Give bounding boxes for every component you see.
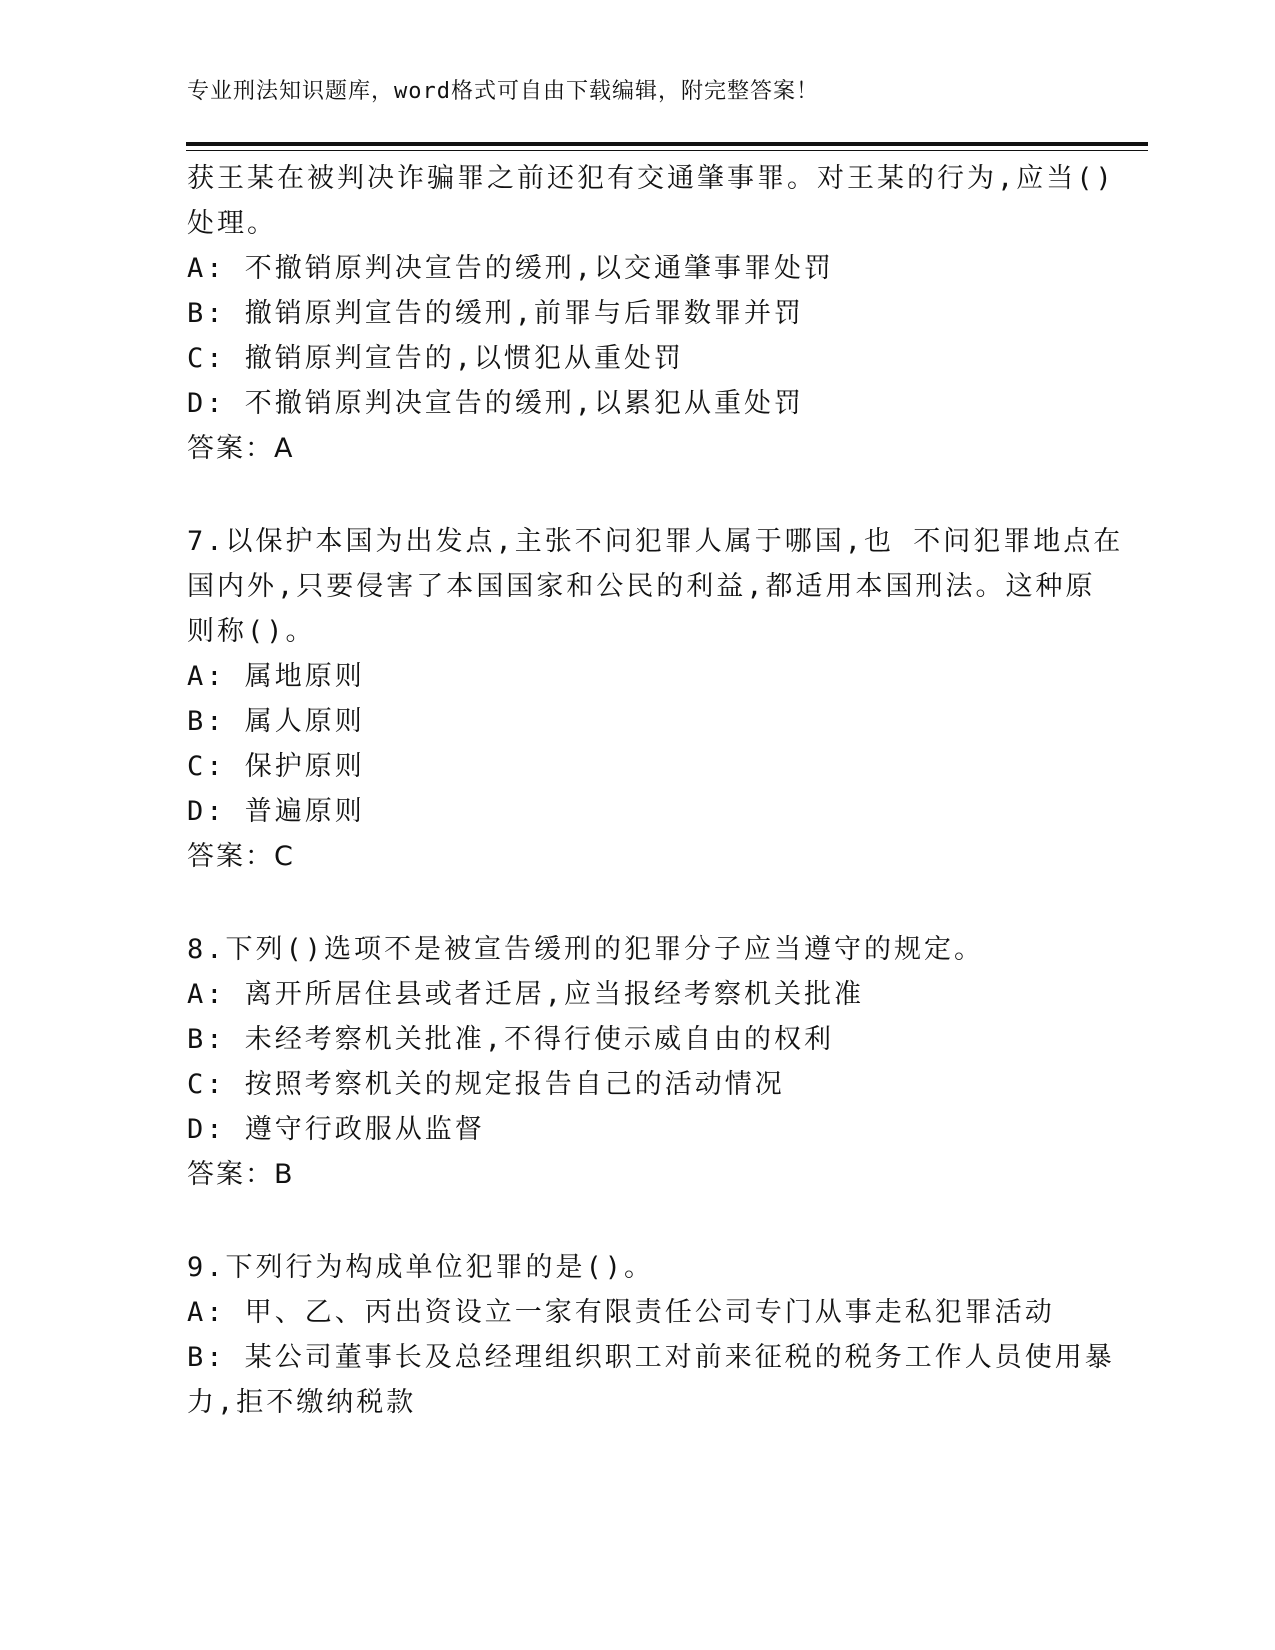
question-stem-line: 8.下列()选项不是被宣告缓刑的犯罪分子应当遵守的规定。 (187, 934, 985, 965)
question-stem-line: 国内外,只要侵害了本国国家和公民的利益,都适用本国刑法。这种原 (187, 571, 1096, 602)
option-a: A: 不撤销原判决宣告的缓刑,以交通肇事罪处罚 (187, 253, 835, 284)
question-8 (187, 927, 1087, 1197)
answer-line: 答案：B (187, 1159, 295, 1190)
question-6-tail (187, 156, 1115, 471)
option-d: D: 遵守行政服从监督 (187, 1114, 485, 1145)
header-rule-thick (186, 142, 1148, 146)
option-a: A: 甲、乙、丙出资设立一家有限责任公司专门从事走私犯罪活动 (187, 1297, 1055, 1328)
option-a: A: 离开所居住县或者迁居,应当报经考察机关批准 (187, 979, 865, 1010)
question-stem-line: 7.以保护本国为出发点,主张不问犯罪人属于哪国,也 不问犯罪地点在 (187, 526, 1124, 557)
option-b: B: 某公司董事长及总经理组织职工对前来征税的税务工作人员使用暴 (187, 1342, 1115, 1373)
header-rule-thin (186, 150, 1148, 151)
question-content (187, 156, 1124, 1425)
question-7 (187, 519, 1124, 879)
question-9 (187, 1245, 1115, 1425)
option-d: D: 普遍原则 (187, 796, 365, 827)
option-b: B: 属人原则 (187, 706, 365, 737)
option-b-continued: 力,拒不缴纳税款 (187, 1387, 417, 1418)
question-stem-line: 获王某在被判决诈骗罪之前还犯有交通肇事罪。对王某的行为,应当() (187, 163, 1115, 194)
option-c: C: 按照考察机关的规定报告自己的活动情况 (187, 1069, 785, 1100)
option-b: B: 未经考察机关批准,不得行使示威自由的权利 (187, 1024, 835, 1055)
option-c: C: 保护原则 (187, 751, 365, 782)
page-header-note: 专业刑法知识题库，word格式可自由下载编辑，附完整答案！ (187, 79, 819, 104)
option-a: A: 属地原则 (187, 661, 365, 692)
option-d: D: 不撤销原判决宣告的缓刑,以累犯从重处罚 (187, 388, 805, 419)
question-stem-line: 则称()。 (187, 616, 316, 647)
answer-line: 答案：C (187, 841, 295, 872)
option-b: B: 撤销原判宣告的缓刑,前罪与后罪数罪并罚 (187, 298, 805, 329)
question-stem-line: 9.下列行为构成单位犯罪的是()。 (187, 1252, 655, 1283)
option-c: C: 撤销原判宣告的,以惯犯从重处罚 (187, 343, 685, 374)
answer-line: 答案：A (187, 433, 295, 464)
question-stem-line: 处理。 (187, 208, 277, 239)
